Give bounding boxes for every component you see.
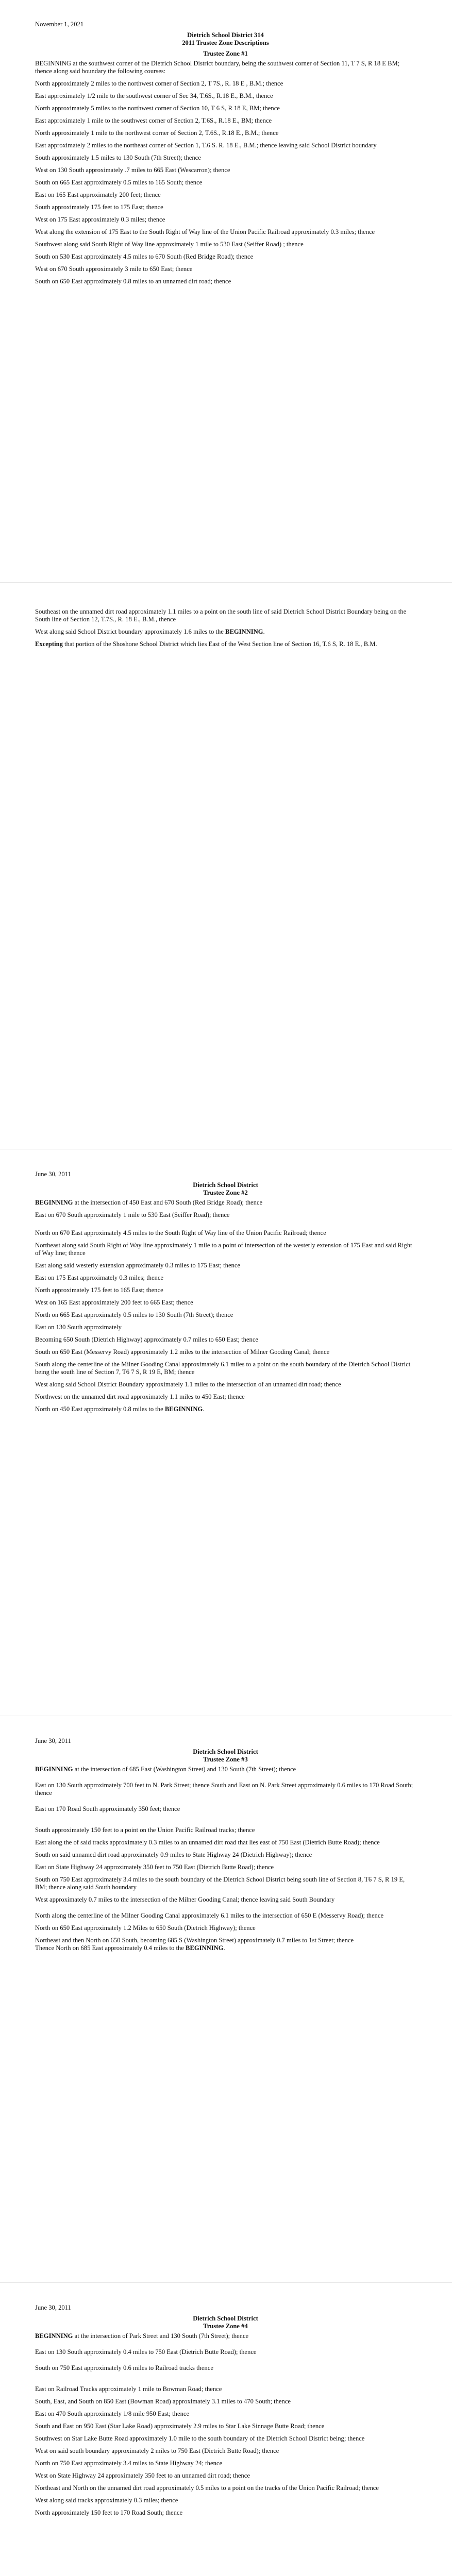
- paragraph: South approximately 175 feet to 175 East; thence: [35, 204, 163, 211]
- page-divider: [0, 2282, 452, 2283]
- document-date: June 30, 2011: [35, 1737, 71, 1744]
- document-subtitle: 2011 Trustee Zone Descriptions: [182, 39, 269, 46]
- paragraph: Northeast and then North on 650 South, becoming 685 S (Washington Street) approximately 0.7 miles to 1st Street; thence Thence North on 685 East approximately 0.4 miles to the BEGINNING.: [35, 1937, 354, 1952]
- paragraph: North approximately 2 miles to the northwest corner of Section 2, T 7S., R. 18 E , B.M.; thence: [35, 80, 283, 87]
- paragraph: East on 130 South approximately 700 feet to N. Park Street; thence South and East on N. Park Street approximately 0.6 miles to 170 Road South; thence: [35, 1782, 413, 1797]
- paragraph: South on 530 East approximately 4.5 miles to 670 South (Red Bridge Road); thence: [35, 253, 254, 260]
- paragraph: North along the centerline of the Milner Gooding Canal approximately 6.1 miles to the intersection of 650 E (Messervy Road); thence: [35, 1912, 384, 1919]
- paragraph: West on said south boundary approximately 2 miles to 750 East (Dietrich Butte Road); thence: [35, 2447, 279, 2454]
- paragraph: East approximately 1/2 mile to the southwest corner of Sec 34, T.6S., R.18 E., B.M., thence: [35, 92, 273, 99]
- paragraph: East along the of said tracks approximately 0.3 miles to an unnamed dirt road that lies east of 750 East (Dietrich Butte Road); thence: [35, 1839, 380, 1846]
- paragraph: Becoming 650 South (Dietrich Highway) approximately 0.7 miles to 650 East; thence: [35, 1336, 258, 1343]
- paragraph: East on 165 East approximately 200 feet; thence: [35, 191, 161, 198]
- paragraph: South on 665 East approximately 0.5 miles to 165 South; thence: [35, 179, 203, 186]
- paragraph: North approximately 175 feet to 165 East; thence: [35, 1286, 163, 1294]
- zone-4-description: [35, 2332, 416, 2517]
- paragraph: East on 130 South approximately 0.4 miles to 750 East (Dietrich Butte Road); thence: [35, 2348, 257, 2355]
- page-5: [0, 2304, 452, 2521]
- paragraph: Northeast and North on the unnamed dirt road approximately 0.5 miles to a point on the tracks of the Union Pacific Railroad; thence: [35, 2484, 379, 2492]
- zone-heading: Trustee Zone #4: [203, 2323, 248, 2330]
- zone-1-description: [35, 60, 416, 285]
- document-title: Dietrich School District 314: [187, 31, 264, 39]
- paragraph: West on State Highway 24 approximately 350 feet to an unnamed dirt road; thence: [35, 2472, 250, 2479]
- page-divider: [0, 582, 452, 583]
- paragraph: South approximately 1.5 miles to 130 South (7th Street); thence: [35, 154, 201, 161]
- paragraph: North on 665 East approximately 0.5 miles to 130 South (7th Street); thence: [35, 1311, 233, 1318]
- paragraph: West on 130 South approximately .7 miles to 665 East (Wescarron); thence: [35, 166, 230, 174]
- zone-3-description: [35, 1766, 416, 1952]
- document-date: November 1, 2021: [35, 21, 84, 28]
- paragraph: BEGINNING at the intersection of 450 East and 670 South (Red Bridge Road); thence: [35, 1199, 263, 1206]
- paragraph: North approximately 5 miles to the northwest corner of Section 10, T 6 S, R 18 E, BM; thence: [35, 105, 280, 112]
- page-2: [0, 608, 452, 653]
- paragraph: North approximately 1 mile to the northwest corner of Section 2, T.6S., R.18 E., B.M.; thence: [35, 129, 279, 137]
- paragraph: South on 750 East approximately 3.4 miles to the south boundary of the Dietrich School District being south line of Section 8, T6 7 S, R 19 E, BM; thence along said South boundary: [35, 1876, 405, 1891]
- paragraph: East approximately 2 miles to the northeast corner of Section 1, T.6 S. R. 18 E., B.M.; thence leaving said School District boundary: [35, 142, 377, 149]
- document-title: Dietrich School District: [193, 1181, 258, 1189]
- paragraph: West on 175 East approximately 0.3 miles; thence: [35, 216, 165, 223]
- paragraph: South, East, and South on 850 East (Bowman Road) approximately 3.1 miles to 470 South; thence: [35, 2398, 291, 2405]
- paragraph: Southwest on Star Lake Butte Road approximately 1.0 mile to the south boundary of the Dietrich School District being; thence: [35, 2435, 365, 2442]
- paragraph: South on 650 East (Messervy Road) approximately 1.2 miles to the intersection of Milner Gooding Canal; thence: [35, 1348, 330, 1355]
- paragraph: BEGINNING at the intersection of 685 East (Washington Street) and 130 South (7th Street); thence: [35, 1766, 296, 1773]
- paragraph: Northeast along said South Right of Way line approximately 1 mile to a point of intersection of the westerly extension of 175 East and said Right of Way line; thence: [35, 1242, 412, 1257]
- page-1: [0, 21, 452, 290]
- paragraph: Northwest on the unnamed dirt road approximately 1.1 miles to 450 East; thence: [35, 1393, 245, 1400]
- paragraph: West approximately 0.7 miles to the intersection of the Milner Gooding Canal; thence leaving said South Boundary: [35, 1896, 335, 1903]
- paragraph: South approximately 150 feet to a point on the Union Pacific Railroad tracks; thence: [35, 1826, 255, 1834]
- paragraph: East on 175 East approximately 0.3 miles; thence: [35, 1274, 164, 1281]
- page-3: [0, 1171, 452, 1418]
- zone-heading: Trustee Zone #1: [203, 50, 248, 57]
- paragraph: BEGINNING at the southwest corner of the Dietrich School District boundary, being the southwest corner of Section 11, T 7 S, R 18 E BM; thence along said boundary the following courses:: [35, 60, 400, 75]
- paragraph: North on 650 East approximately 1.2 Miles to 650 South (Dietrich Highway); thence: [35, 1924, 256, 1931]
- paragraph: South on 750 East approximately 0.6 miles to Railroad tracks thence: [35, 2364, 213, 2371]
- paragraph: North approximately 150 feet to 170 Road South; thence: [35, 2509, 183, 2516]
- paragraph: West on 670 South approximately 3 mile to 650 East; thence: [35, 265, 193, 273]
- paragraph: East on 470 South approximately 1/8 mile 950 East; thence: [35, 2410, 190, 2417]
- paragraph: East along said westerly extension approximately 0.3 miles to 175 East; thence: [35, 1262, 241, 1269]
- zone-heading: Trustee Zone #3: [203, 1756, 248, 1763]
- document-title: Dietrich School District: [193, 1748, 258, 1755]
- document-date: June 30, 2011: [35, 2304, 71, 2311]
- paragraph: BEGINNING at the intersection of Park Street and 130 South (7th Street); thence: [35, 2332, 249, 2340]
- paragraph: North on 750 East approximately 3.4 miles to State Highway 24; thence: [35, 2460, 223, 2467]
- paragraph: East on State Highway 24 approximately 350 feet to 750 East (Dietrich Butte Road); thence: [35, 1863, 274, 1871]
- paragraph: South along the centerline of the Milner Gooding Canal approximately 6.1 miles to a point on the south boundary of the Dietrich School District being the south line of Section 7, T6 7 S, R 19 E, BM; thence: [35, 1361, 411, 1376]
- paragraph: East on 170 Road South approximately 350 feet; thence: [35, 1805, 180, 1812]
- closing-paragraph: West along said School District boundary approximately 1.6 miles to the BEGINNING.: [35, 628, 265, 635]
- paragraph: East approximately 1 mile to the southwest corner of Section 2, T.6S., R.18 E., BM; thence: [35, 117, 272, 124]
- paragraph: East on 130 South approximately: [35, 1324, 122, 1331]
- paragraph: Southwest along said South Right of Way line approximately 1 mile to 530 East (Seiffer Road) ; thence: [35, 241, 304, 248]
- paragraph: Southeast on the unnamed dirt road approximately 1.1 miles to a point on the south line of said Dietrich School District Boundary being on the South line of Section 12, T.7S., R. 18 E., B.M., thence: [35, 608, 407, 623]
- document-date: June 30, 2011: [35, 1171, 71, 1178]
- paragraph: North on 670 East approximately 4.5 miles to the South Right of Way line of the Union Pacific Railroad; thence: [35, 1229, 326, 1236]
- paragraph: South on said unnamed dirt road approximately 0.9 miles to State Highway 24 (Dietrich Highway); thence: [35, 1851, 312, 1858]
- paragraph: West along said tracks approximately 0.3 miles; thence: [35, 2497, 178, 2504]
- exception-paragraph: Excepting that portion of the Shoshone School District which lies East of the West Section line of Section 16, T.6 S, R. 18 E., B.M.: [35, 640, 377, 648]
- paragraph: West along the extension of 175 East to the South Right of Way line of the Union Pacific Railroad approximately 0.3 miles; thence: [35, 228, 375, 235]
- paragraph: South on 650 East approximately 0.8 miles to an unnamed dirt road; thence: [35, 278, 231, 285]
- paragraph: East on 670 South approximately 1 mile to 530 East (Seiffer Road); thence: [35, 1211, 230, 1218]
- zone-heading: Trustee Zone #2: [203, 1189, 248, 1196]
- paragraph: East on Railroad Tracks approximately 1 mile to Bowman Road; thence: [35, 2385, 222, 2393]
- paragraph: North on 450 East approximately 0.8 miles to the BEGINNING.: [35, 1405, 205, 1413]
- paragraph: West along said School District Boundary approximately 1.1 miles to the intersection of an unnamed dirt road; thence: [35, 1381, 341, 1388]
- zone-2-description: [35, 1199, 416, 1413]
- document-title: Dietrich School District: [193, 2315, 258, 2322]
- page-4: [0, 1737, 452, 1957]
- paragraph: South and East on 950 East (Star Lake Road) approximately 2.9 miles to Star Lake Sinnage Butte Road; thence: [35, 2422, 325, 2430]
- paragraph: West on 165 East approximately 200 feet to 665 East; thence: [35, 1299, 193, 1306]
